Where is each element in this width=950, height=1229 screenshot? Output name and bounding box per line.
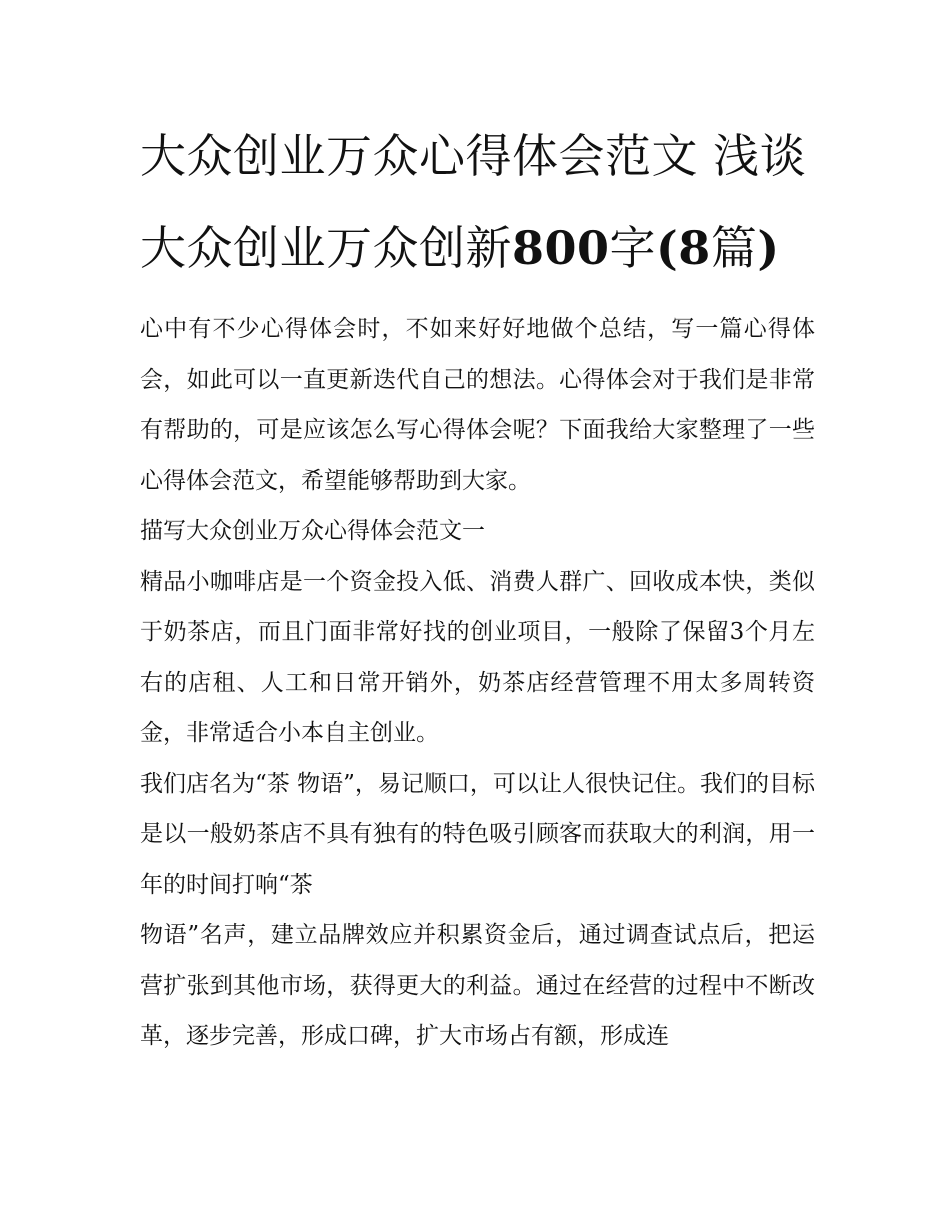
body-paragraph: 物语”名声，建立品牌效应并积累资金后，通过调查试点后，把运营扩张到其他市场，获得更大的利益。通过在经营的过程中不断改革，逐步完善，形成口碑，扩大市场占有额，形成连 xyxy=(140,922,815,1049)
section-heading: 描写大众创业万众心得体会范文一 xyxy=(140,518,485,544)
document-title: 大众创业万众心得体会范文 浅谈大众创业万众创新800字(8篇) xyxy=(140,129,807,275)
body-paragraph: 精品小咖啡店是一个资金投入低、消费人群广、回收成本快，类似于奶茶店，而且门面非常好找的创业项目，一般除了保留3个月左右的店租、人工和日常开销外，奶茶店经营管理不用太多周转资金，非常适合小本自主创业。 xyxy=(140,568,815,746)
body-paragraph: 我们店名为“茶 物语”，易记顺口，可以让人很快记住。我们的目标是以一般奶茶店不具有独有的特色吸引顾客而获取大的利润，用一年的时间打响“茶 xyxy=(140,770,815,898)
document-body xyxy=(140,110,815,1062)
intro-paragraph: 心中有不少心得体会时，不如来好好地做个总结，写一篇心得体会，如此可以一直更新迭代自己的想法。心得体会对于我们是非常有帮助的，可是应该怎么写心得体会呢？下面我给大家整理了一些心得体会范文，希望能够帮助到大家。 xyxy=(140,316,815,494)
